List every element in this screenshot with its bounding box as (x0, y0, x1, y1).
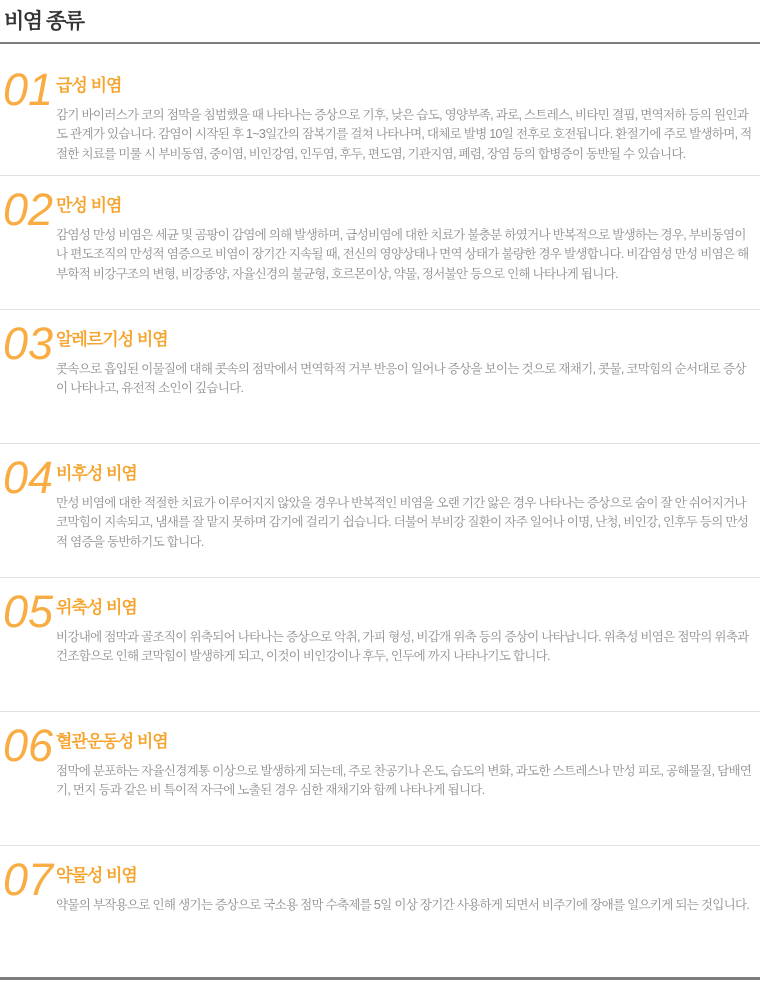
section-number: 03 (3, 318, 54, 369)
section-number: 07 (3, 854, 54, 905)
section-content (53, 725, 755, 845)
page-header (0, 0, 760, 44)
section-title: 위축성 비염 (56, 598, 137, 617)
rhinitis-type-list (0, 44, 760, 980)
section-number: 06 (3, 720, 54, 771)
section-body: 만성 비염에 대한 적절한 치료가 이루어지지 않았을 경우나 반복적인 비염을 오랜 기간 앓은 경우 나타나는 증상으로 숨이 잘 안 쉬어지거나 코막힘이 지속되고, 냄새를 잘 맡지 못하며 감기에 걸리기 쉽습니다. 더불어 부비강 질환이 자주 일어나 이명, 난청, 비인강, 인후두 등의 만성적 염증을 동반하기도 합니다. (56, 496, 749, 549)
section-content (53, 457, 755, 577)
section-content (53, 859, 755, 977)
section-number: 01 (3, 64, 54, 115)
section-number: 02 (3, 184, 54, 235)
section-body: 콧속으로 흡입된 이물질에 대해 콧속의 점막에서 면역학적 거부 반응이 일어나 증상을 보이는 것으로 재채기, 콧물, 코막힘의 순서대로 증상이 나타나고, 유전적 소인이 깊습니다. (56, 362, 746, 396)
page-title: 비염 종류 (4, 10, 84, 33)
section-title: 알레르기성 비염 (56, 330, 168, 349)
rhinitis-section (0, 578, 760, 712)
rhinitis-section (0, 176, 760, 310)
section-title: 만성 비염 (56, 196, 122, 215)
section-title: 혈관운동성 비염 (56, 732, 168, 751)
rhinitis-section (0, 310, 760, 444)
rhinitis-section (0, 846, 760, 980)
section-content (53, 323, 755, 443)
section-body: 감염성 만성 비염은 세균 및 곰팡이 감염에 의해 발생하며, 급성비염에 대한 치료가 불충분 하였거나 반복적으로 발생하는 경우, 부비동염이나 편도조직의 만성적 염증으로 비염이 장기간 지속될 때, 전신의 영양상태나 면역 상태가 불량한 경우 발생합니다. 비감염성 만성 비염은 해부학적 비강구조의 변형, 비강종양, 자율신경의 불균형, 호르몬이상, 약물, 정서불안 등으로 인해 나타나게 됩니다. (56, 228, 749, 281)
section-content (53, 189, 755, 309)
section-body: 감기 바이러스가 코의 점막을 침범했을 때 나타나는 증상으로 기후, 낮은 습도, 영양부족, 과로, 스트레스, 비타민 결핍, 면역저하 등의 원인과도 관계가 있습니다. 감염이 시작된 후 1~3일간의 잠복기를 걸쳐 나타나며, 대체로 발병 10일 전후로 호전됩니다. 환절기에 주로 발생하며, 적절한 치료를 미룰 시 부비동염, 중이염, 비인강염, 인두염, 후두, 편도염, 기관지염, 폐렴, 장염 등의 합병증이 동반될 수 있습니다. (56, 108, 752, 161)
section-body: 비강내에 점막과 골조직이 위축되어 나타나는 증상으로 악취, 가피 형성, 비갑개 위축 등의 증상이 나타납니다. 위축성 비염은 점막의 위축과 건조함으로 인해 코막힘이 발생하게 되고, 이것이 비인강이나 후두, 인두에 까지 나타나기도 합니다. (56, 630, 749, 664)
rhinitis-section (0, 712, 760, 846)
section-title: 비후성 비염 (56, 464, 137, 483)
rhinitis-section (0, 444, 760, 578)
section-content (53, 69, 755, 175)
section-number: 04 (3, 452, 54, 503)
section-title: 급성 비염 (56, 76, 122, 95)
rhinitis-section (0, 44, 760, 176)
section-body: 약물의 부작용으로 인해 생기는 증상으로 국소용 점막 수축제를 5일 이상 장기간 사용하게 되면서 비주기에 장애를 일으키게 되는 것입니다. (56, 898, 750, 912)
section-body: 점막에 분포하는 자율신경계통 이상으로 발생하게 되는데, 주로 찬공기나 온도, 습도의 변화, 과도한 스트레스나 만성 피로, 공해물질, 담배연기, 먼지 등과 같은 비 특이적 자극에 노출된 경우 심한 재채기와 함께 나타나게 됩니다. (56, 764, 752, 798)
section-content (53, 591, 755, 711)
section-number: 05 (3, 586, 54, 637)
section-title: 약물성 비염 (56, 866, 137, 885)
